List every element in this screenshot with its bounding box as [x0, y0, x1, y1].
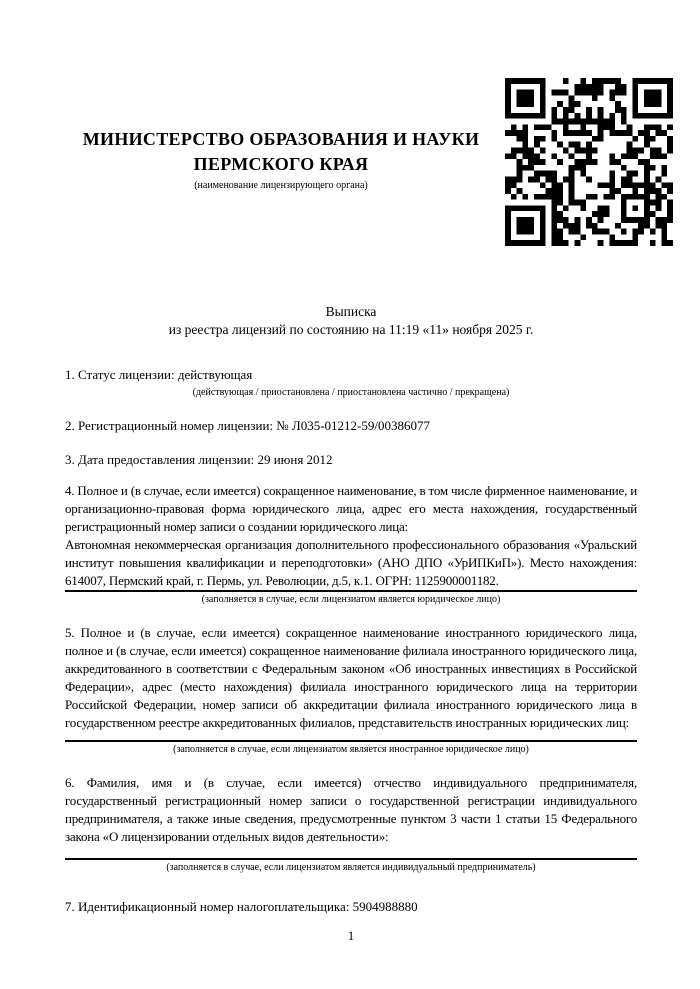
item-4-legal-entity-label: 4. Полное и (в случае, если имеется) сокращенное наименование, в том числе фирменное наименование, и организационно-правовая форма юридического лица, адрес его места нахождения, государственный регистрационный номер записи о создании юридического лица: — [65, 483, 637, 534]
fill-line-item-5 — [65, 740, 637, 742]
item-3-license-date: 3. Дата предоставления лицензии: 29 июня 2012 — [65, 452, 333, 467]
page-number: 1 — [347, 928, 355, 943]
licensing-authority-name — [65, 127, 497, 192]
fill-line-item-6 — [65, 858, 637, 860]
item-2-registration-number: 2. Регистрационный номер лицензии: № Л035-01212-59/00386077 — [65, 418, 431, 433]
fill-line-item-4 — [65, 590, 637, 592]
document-content — [65, 0, 637, 989]
item-1-license-status: 1. Статус лицензии: действующая — [65, 367, 253, 382]
item-5-foreign-entity-label: 5. Полное и (в случае, если имеется) сокращенное наименование иностранного юридического лица, полное и (в случае, если имеется) сокращенное наименование филиала иностранного юридического лица, аккредитованного в соответствии с Федеральным законом «Об иностранных инвестициях в Российской Федерации», адрес (место нахождения) филиала иностранного юридического лица на территории Российской Федерации, номер записи об аккредитации филиала иностранного юридического лица в государственном реестре аккредитованных филиалов, представительств иностранных юридических лиц: — [65, 625, 637, 730]
qr-code-icon — [505, 78, 673, 246]
item-5-caption: (заполняется в случае, если лицензиатом является иностранное юридическое лицо) — [173, 744, 529, 755]
item-1-caption: (действующая / приостановлена / приостановлена частично / прекращена) — [192, 387, 510, 398]
item-7-taxpayer-id: 7. Идентификационный номер налогоплательщика: 5904988880 — [65, 899, 418, 914]
item-6-caption: (заполняется в случае, если лицензиатом является индивидуальный предприниматель) — [166, 862, 536, 873]
document-title — [65, 303, 637, 339]
item-4-caption: (заполняется в случае, если лицензиатом является юридическое лицо) — [201, 594, 501, 605]
item-6-entrepreneur-label: 6. Фамилия, имя и (в случае, если имеется) отчество индивидуального предпринимателя, государственный регистрационный номер записи о государственной регистрации индивидуального предпринимателя, а также иные сведения, предусмотренные пунктом 3 части 1 статьи 15 Федерального закона «О лицензировании отдельных видов деятельности»: — [65, 775, 637, 844]
ministry-name-line2: ПЕРМСКОГО КРАЯ — [193, 154, 369, 174]
ministry-name-caption: (наименование лицензирующего органа) — [194, 180, 368, 191]
document-title-line2: из реестра лицензий по состоянию на 11:19 «11» ноября 2025 г. — [168, 322, 534, 337]
document-title-line1: Выписка — [325, 304, 377, 319]
item-4-legal-entity-value: Автономная некоммерческая организация дополнительного профессионального образования «Уральский институт повышения квалификации и переподготовки» (АНО ДПО «УрИПКиП»). Место нахождения: 614007, Пермский край, г. Пермь, ул. Революции, д.5, к.1. ОГРН: 1125900001182. — [65, 537, 637, 588]
ministry-name-line1: МИНИСТЕРСТВО ОБРАЗОВАНИЯ И НАУКИ — [82, 129, 480, 149]
